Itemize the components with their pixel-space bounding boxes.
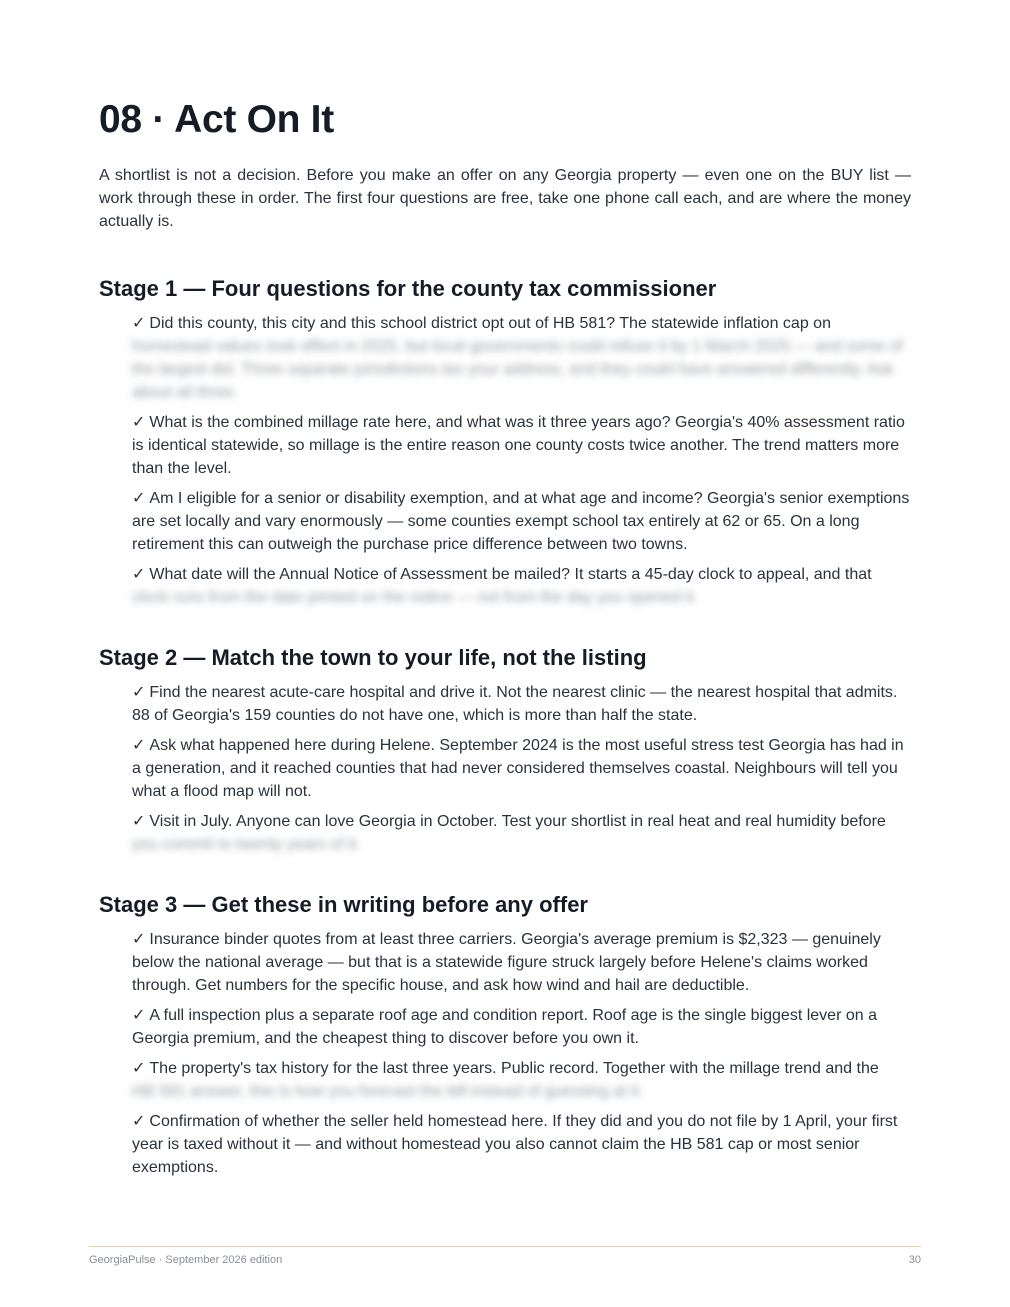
checklist-item xyxy=(132,1110,912,1179)
checklist-item xyxy=(132,312,912,404)
checklist-item xyxy=(132,563,912,609)
item-text: Confirmation of whether the seller held homestead here. If they did and you do not file by 1 April, your first year is taxed without it — and without homestead you also cannot claim the HB 581 cap or most senior exemptions. xyxy=(132,1113,898,1176)
check-icon: ✓ xyxy=(132,1113,146,1130)
check-icon: ✓ xyxy=(132,931,146,948)
checklist-item xyxy=(132,928,912,997)
check-icon: ✓ xyxy=(132,737,146,754)
footer-divider xyxy=(89,1246,921,1247)
stage-1-checklist xyxy=(132,312,912,616)
item-text: Find the nearest acute-care hospital and drive it. Not the nearest clinic — the nearest hospital that admits. 88 of Georgia's 159 counties do not have one, which is more than half the state. xyxy=(132,684,898,724)
item-text: Insurance binder quotes from at least three carriers. Georgia's average premium is $2,323 — genuinely below the national average — but that is a statewide figure struck largely before Helene's claims worked through. Get numbers for the specific house, and ask how wind and hail are deductible. xyxy=(132,931,881,994)
blurred-text: clock runs from the date printed on the notice — not from the day you opened it. xyxy=(132,589,698,606)
item-text: Visit in July. Anyone can love Georgia in October. Test your shortlist in real heat and real humidity before xyxy=(149,813,886,830)
item-text: Did this county, this city and this school district opt out of HB 581? The statewide inflation cap on xyxy=(149,315,831,332)
stage-3-heading: Stage 3 — Get these in writing before any offer xyxy=(99,892,588,917)
footer-publication: GeorgiaPulse · September 2026 edition xyxy=(89,1254,283,1266)
blurred-text: HB 581 answer, this is how you forecast the bill instead of guessing at it. xyxy=(132,1083,644,1100)
checklist-item xyxy=(132,681,912,727)
stage-2-checklist xyxy=(132,681,912,863)
blurred-text: homestead values took effect in 2025, but local governments could refuse it by 1 March 2025 — and some of the largest did. Three separate jurisdictions tax your address, and they could have answered differently. Ask about all three. xyxy=(132,338,903,401)
check-icon: ✓ xyxy=(132,414,146,431)
stage-2-heading: Stage 2 — Match the town to your life, not the listing xyxy=(99,645,647,670)
item-text: The property's tax history for the last three years. Public record. Together with the millage trend and the xyxy=(149,1060,879,1077)
checklist-item xyxy=(132,487,912,556)
checklist-item xyxy=(132,734,912,803)
check-icon: ✓ xyxy=(132,684,146,701)
checklist-item xyxy=(132,810,912,856)
item-text: What is the combined millage rate here, and what was it three years ago? Georgia's 40% assessment ratio is identical statewide, so millage is the entire reason one county costs twice another. The trend matters more than the level. xyxy=(132,414,905,477)
checklist-item xyxy=(132,1004,912,1050)
check-icon: ✓ xyxy=(132,566,146,583)
check-icon: ✓ xyxy=(132,1007,146,1024)
intro-paragraph: A shortlist is not a decision. Before you make an offer on any Georgia property — even one on the BUY list — work through these in order. The first four questions are free, take one phone call each, and are where the money actually is. xyxy=(99,167,911,230)
item-text: Am I eligible for a senior or disability exemption, and at what age and income? Georgia's senior exemptions are set locally and vary enormously — some counties exempt school tax entirely at 62 or 65. On a long retirement this can outweigh the purchase price difference between two towns. xyxy=(132,490,910,553)
checklist-item xyxy=(132,411,912,480)
blurred-text: you commit to twenty years of it. xyxy=(132,836,361,853)
item-text: What date will the Annual Notice of Assessment be mailed? It starts a 45-day clock to appeal, and that xyxy=(149,566,872,583)
item-text: A full inspection plus a separate roof age and condition report. Roof age is the single biggest lever on a Georgia premium, and the cheapest thing to discover before you own it. xyxy=(132,1007,877,1047)
check-icon: ✓ xyxy=(132,315,146,332)
check-icon: ✓ xyxy=(132,813,146,830)
checklist-item xyxy=(132,1057,912,1103)
stage-1-heading: Stage 1 — Four questions for the county tax commissioner xyxy=(99,276,717,301)
stage-3-checklist xyxy=(132,928,912,1186)
item-text: Ask what happened here during Helene. September 2024 is the most useful stress test Georgia has had in a generation, and it reached counties that had never considered themselves coastal. Neighbours will tell you what a flood map will not. xyxy=(132,737,904,800)
page-number: 30 xyxy=(908,1254,921,1266)
check-icon: ✓ xyxy=(132,1060,146,1077)
page-title: 08 · Act On It xyxy=(99,98,334,141)
check-icon: ✓ xyxy=(132,490,146,507)
